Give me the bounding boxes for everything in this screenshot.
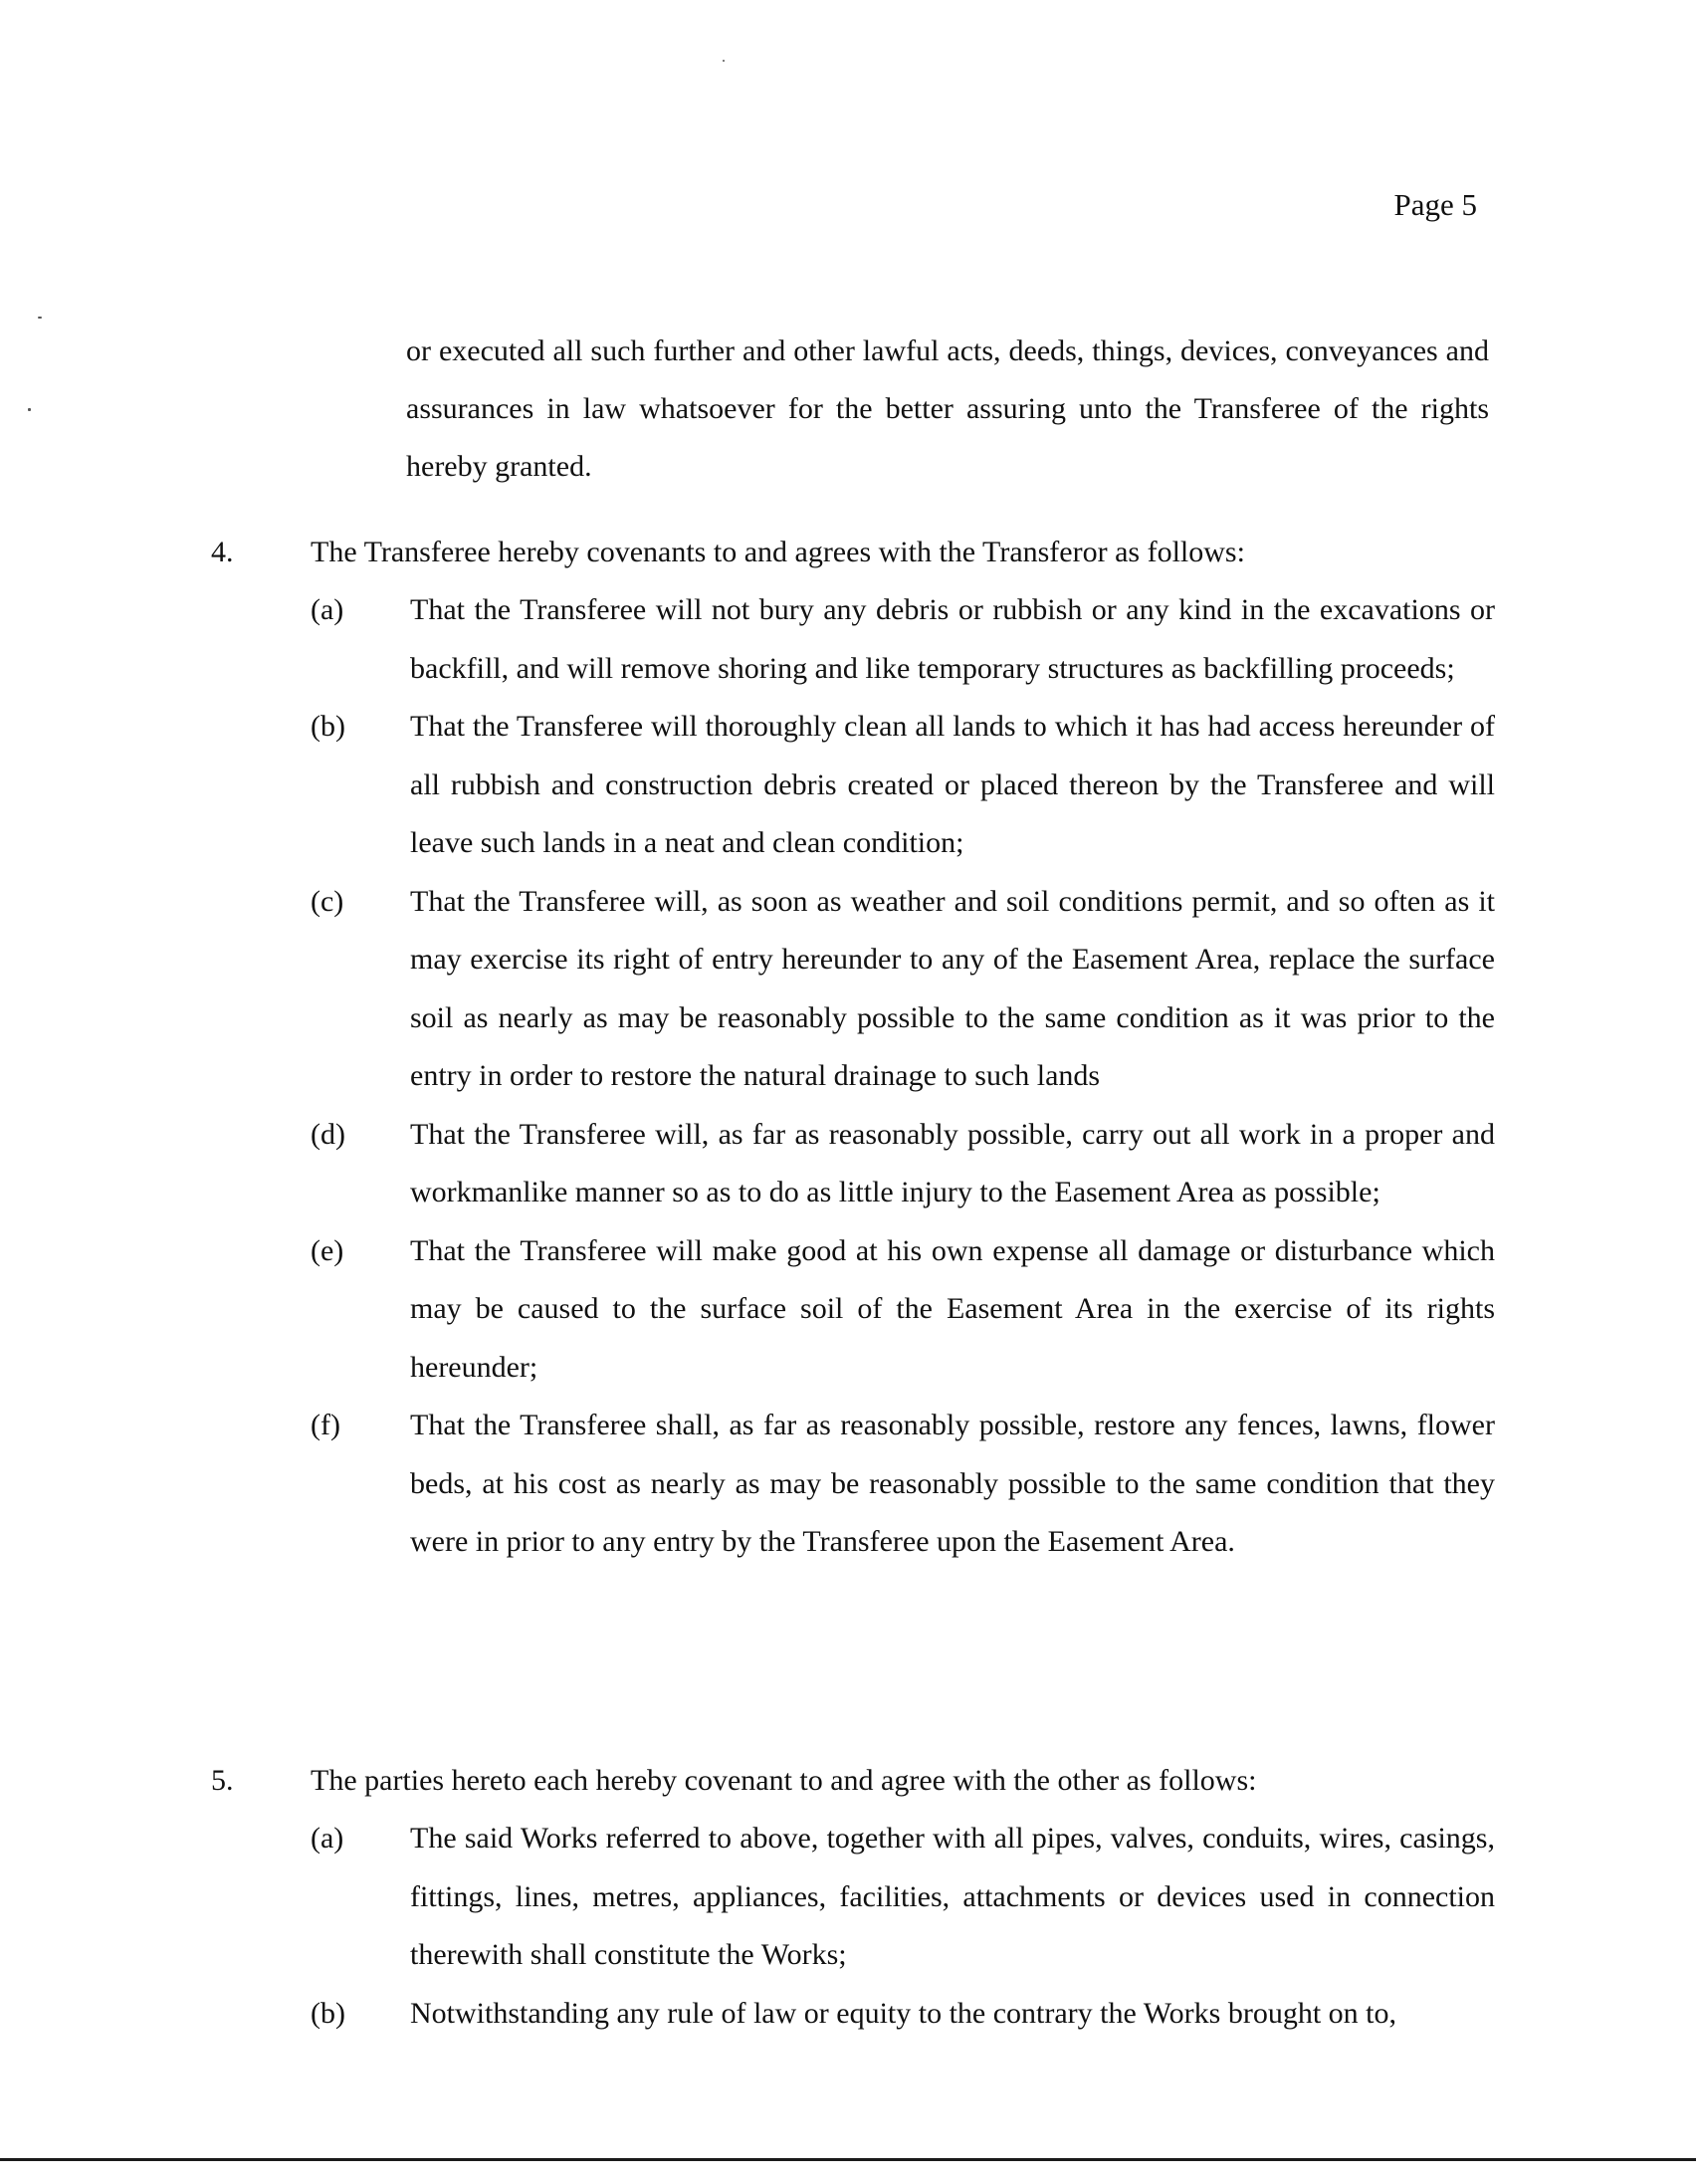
subclause-label: (f)	[311, 1409, 340, 1441]
clause-intro: The Transferee hereby covenants to and agrees with the Transferor as follows:	[311, 536, 1245, 568]
clause-number: 4.	[211, 536, 234, 568]
subclause-label: (b)	[311, 710, 345, 743]
bottom-rule	[0, 2158, 1696, 2161]
subclause-text: That the Transferee will make good at his own expense all damage or disturbance which may be caused to the surface soil of the Easement Area in the exercise of its rights hereunder;	[410, 1233, 1495, 1384]
subclause-label: (b)	[311, 1996, 345, 2030]
subclause-text: That the Transferee will not bury any debris or rubbish or any kind in the excavations or backfill, and will remove shoring and like temporary structures as backfilling proceeds;	[410, 593, 1495, 685]
subclause-b	[211, 698, 1495, 873]
clause-number: 5.	[211, 1764, 234, 1797]
subclause-a	[211, 581, 1495, 698]
continuation-paragraph: or executed all such further and other lawful acts, deeds, things, devices, conveyances and assurances in law whatsoever for the better assuring unto the Transferee of the rights hereby granted.	[406, 334, 1489, 483]
subclause-text: The said Works referred to above, together with all pipes, valves, conduits, wires, casings, fittings, lines, metres, appliances, facilities, attachments or devices used in connection therewith shall constitute the Works;	[410, 1822, 1495, 1971]
clause-4	[211, 524, 1495, 1572]
clause-intro: The parties hereto each hereby covenant to and agree with the other as follows:	[311, 1764, 1257, 1797]
subclause-e	[211, 1222, 1495, 1398]
scan-speck	[723, 60, 725, 62]
subclause-label: (c)	[311, 884, 344, 918]
scan-speck	[38, 317, 42, 319]
clause-heading	[211, 1752, 1495, 1810]
clause-heading	[211, 524, 1495, 581]
scan-speck	[28, 408, 31, 411]
page-number: Page 5	[1393, 187, 1477, 222]
subclause-list	[211, 1810, 1495, 2043]
subclause-text: That the Transferee will, as soon as weather and soil conditions permit, and so often as it may exercise its right of entry hereunder to any of the Easement Area, replace the surface soil as nearly as may be reasonably possible to the same condition as it was prior to the entry in order to restore the natural drainage to such lands	[410, 884, 1495, 1092]
subclause-d	[211, 1106, 1495, 1222]
subclause-list	[211, 581, 1495, 1572]
clause-5	[211, 1752, 1495, 2043]
subclause-f	[211, 1397, 1495, 1572]
subclause-label: (d)	[311, 1117, 345, 1151]
subclause-text: That the Transferee shall, as far as reasonably possible, restore any fences, lawns, flower beds, at his cost as nearly as may be reasonably possible to the same condition that they were in prior to any entry by the Transferee upon the Easement Area.	[410, 1409, 1495, 1558]
subclause-b	[211, 1985, 1495, 2044]
subclause-label: (a)	[311, 593, 344, 626]
subclause-text: That the Transferee will thoroughly clean all lands to which it has had access hereunder of all rubbish and construction debris created or placed thereon by the Transferee and will leave such lands in a neat and clean condition;	[410, 710, 1495, 859]
subclause-c	[211, 873, 1495, 1106]
subclause-label: (e)	[311, 1233, 344, 1267]
subclause-label: (a)	[311, 1822, 344, 1855]
subclause-text: That the Transferee will, as far as reasonably possible, carry out all work in a proper and workmanlike manner so as to do as little injury to the Easement Area as possible;	[410, 1117, 1495, 1208]
subclause-text: Notwithstanding any rule of law or equity to the contrary the Works brought on to,	[410, 1996, 1397, 2030]
subclause-a	[211, 1810, 1495, 1985]
